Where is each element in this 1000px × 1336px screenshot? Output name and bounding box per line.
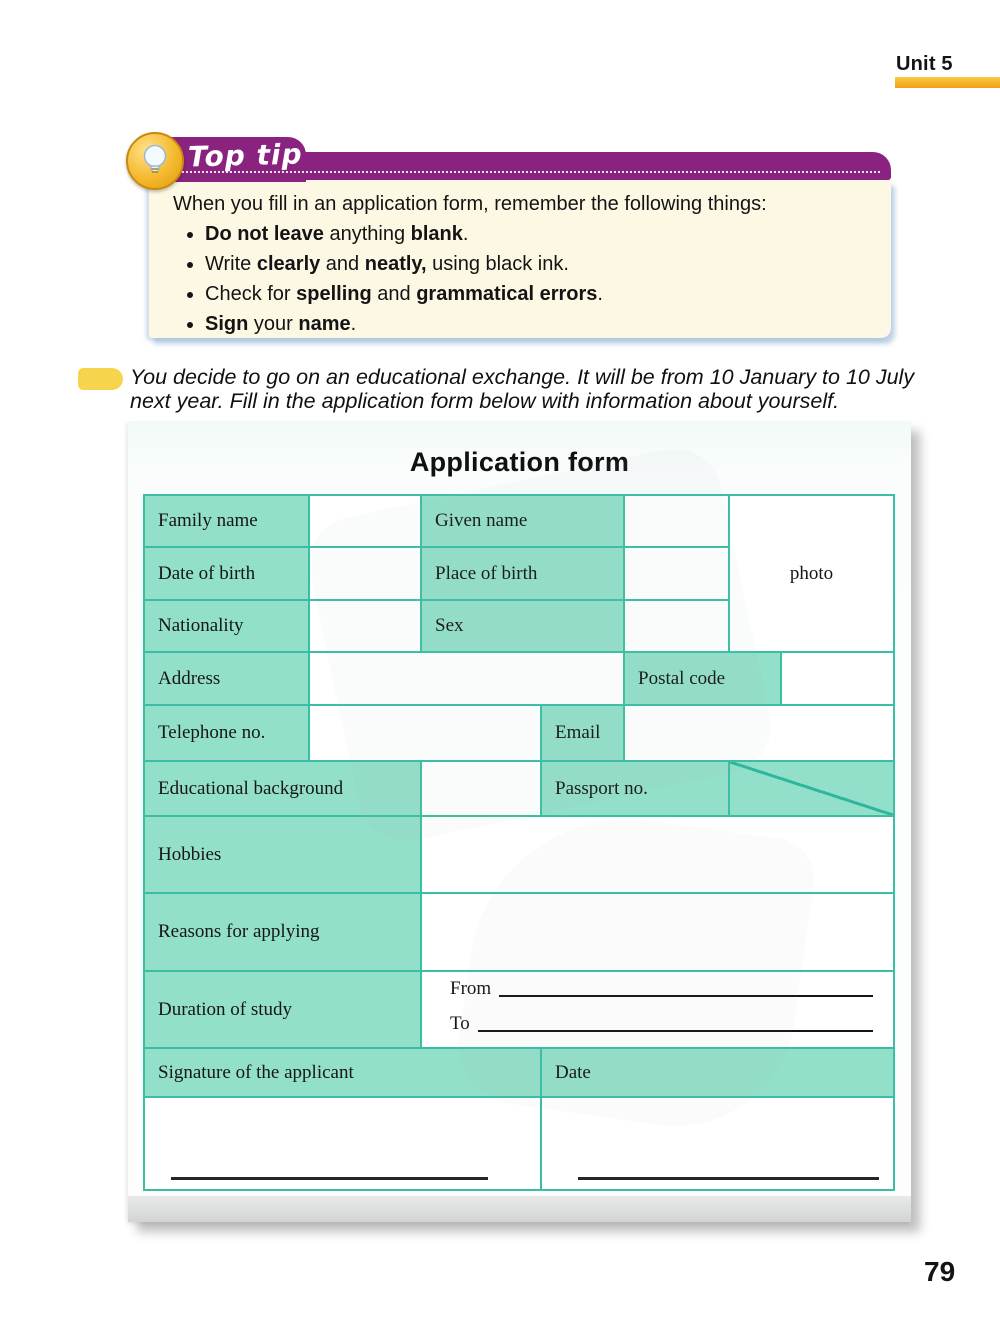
place-of-birth-label: Place of birth xyxy=(421,547,624,600)
tip-text-bold: neatly, xyxy=(364,253,427,275)
tip-text-bold: spelling xyxy=(296,283,372,305)
card-bottom-edge xyxy=(128,1196,911,1222)
tip-text: your xyxy=(248,313,299,335)
telephone-input-cell[interactable] xyxy=(309,705,541,761)
hobbies-label: Hobbies xyxy=(144,816,421,893)
date-of-birth-label: Date of birth xyxy=(144,547,309,600)
date-fill-line[interactable] xyxy=(578,1177,879,1180)
tip-text: . xyxy=(350,313,357,335)
instruction-line: You decide to go on an educational exchange. It will be from 10 January to 10 July xyxy=(130,365,915,389)
email-label: Email xyxy=(541,705,624,761)
from-label: From xyxy=(450,978,492,999)
duration-input-cell xyxy=(421,971,894,1048)
tip-text: Check for xyxy=(205,283,297,305)
family-name-input-cell[interactable] xyxy=(309,495,421,547)
signature-label: Signature of the applicant xyxy=(144,1048,541,1097)
tip-text: and xyxy=(371,283,417,305)
unit-underline-bar xyxy=(895,77,1000,88)
tip-text: anything xyxy=(323,223,411,245)
date-input-cell[interactable] xyxy=(541,1097,894,1190)
passport-no-crossed-cell[interactable] xyxy=(729,761,894,816)
postal-code-label: Postal code xyxy=(624,652,781,705)
tip-item xyxy=(205,283,891,306)
date-of-birth-input-cell[interactable] xyxy=(309,547,421,600)
lightbulb-glyph xyxy=(140,144,170,178)
place-of-birth-input-cell[interactable] xyxy=(624,547,729,600)
reasons-input-cell[interactable] xyxy=(421,893,894,971)
tip-text: and xyxy=(320,253,365,275)
tip-item xyxy=(205,223,891,246)
tip-text-bold: clearly xyxy=(256,253,321,275)
sex-label: Sex xyxy=(421,600,624,652)
duration-to-row xyxy=(450,1013,873,1035)
given-name-label: Given name xyxy=(421,495,624,547)
tip-list xyxy=(149,223,891,336)
tip-text: using black ink. xyxy=(426,253,569,275)
reasons-label: Reasons for applying xyxy=(144,893,421,971)
to-fill-line[interactable] xyxy=(478,1030,873,1032)
top-tip-title: Top tip xyxy=(187,137,303,174)
tip-text: . xyxy=(597,283,603,305)
tip-text: Write xyxy=(205,253,257,275)
tip-text-bold: Do not leave xyxy=(205,223,324,245)
tip-text-bold: name xyxy=(298,313,351,335)
page-number: 79 xyxy=(924,1256,956,1287)
top-tip-box xyxy=(149,180,891,338)
tip-item xyxy=(205,253,891,276)
nationality-label: Nationality xyxy=(144,600,309,652)
tip-text-bold: blank xyxy=(410,223,463,245)
exercise-marker xyxy=(78,368,123,390)
email-input-cell[interactable] xyxy=(624,705,894,761)
signature-input-cell[interactable] xyxy=(144,1097,541,1190)
tip-text-bold: Sign xyxy=(205,313,249,335)
telephone-label: Telephone no. xyxy=(144,705,309,761)
tip-intro-text: When you fill in an application form, remember the following things: xyxy=(173,193,767,215)
tip-text-bold: grammatical errors xyxy=(416,283,598,305)
nationality-input-cell[interactable] xyxy=(309,600,421,652)
photo-cell[interactable]: photo xyxy=(729,495,894,652)
given-name-input-cell[interactable] xyxy=(624,495,729,547)
address-label: Address xyxy=(144,652,309,705)
duration-from-row xyxy=(450,978,873,1000)
sex-input-cell[interactable] xyxy=(624,600,729,652)
signature-fill-line[interactable] xyxy=(171,1177,488,1180)
postal-code-input-cell[interactable] xyxy=(781,652,894,705)
educational-background-input-cell[interactable] xyxy=(421,761,541,816)
form-title: Application form xyxy=(409,447,630,477)
educational-background-label: Educational background xyxy=(144,761,421,816)
application-form-card xyxy=(128,421,911,1222)
passport-no-label: Passport no. xyxy=(541,761,729,816)
duration-label: Duration of study xyxy=(144,971,421,1048)
address-input-cell[interactable] xyxy=(309,652,624,705)
tip-text: . xyxy=(462,223,469,245)
exercise-instruction xyxy=(130,365,930,413)
lightbulb-icon xyxy=(126,132,184,190)
family-name-label: Family name xyxy=(144,495,309,547)
tip-item xyxy=(205,313,891,336)
unit-label: Unit 5 xyxy=(896,53,953,75)
to-label: To xyxy=(450,1013,470,1034)
hobbies-input-cell[interactable] xyxy=(421,816,894,893)
date-label: Date xyxy=(541,1048,894,1097)
from-fill-line[interactable] xyxy=(499,995,873,997)
application-form-table xyxy=(143,494,895,1191)
instruction-line: next year. Fill in the application form below with information about yourself. xyxy=(130,389,840,414)
